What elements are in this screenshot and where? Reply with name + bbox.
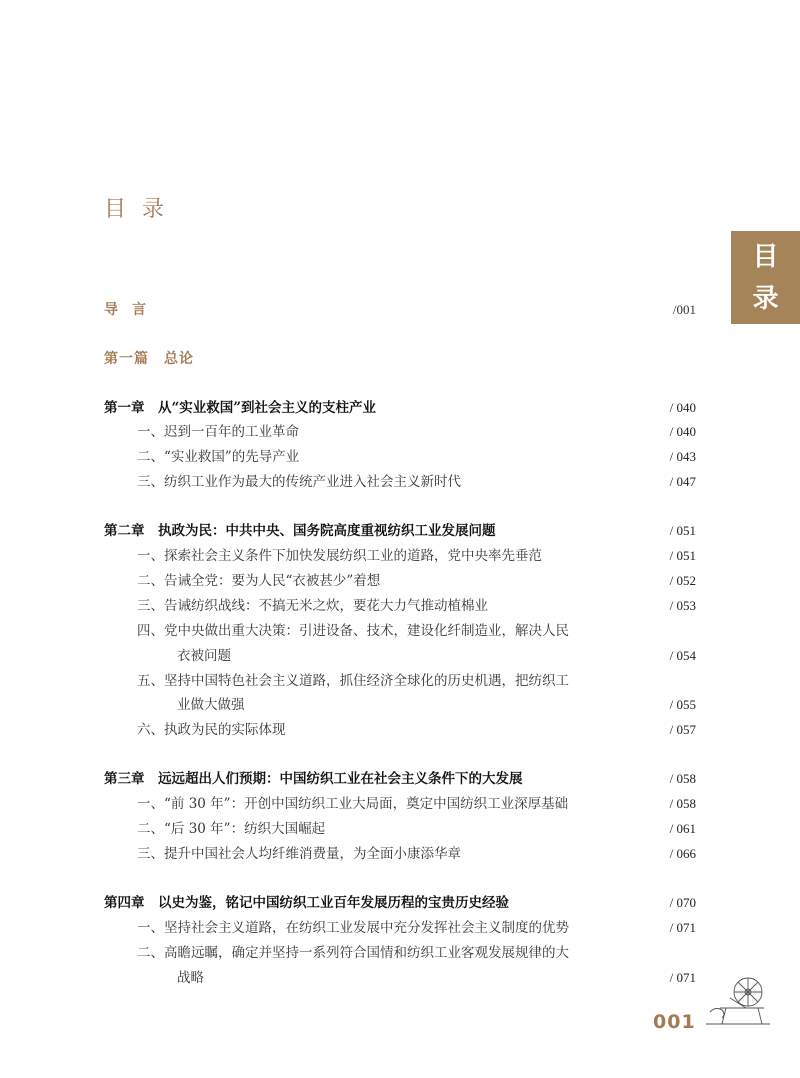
section-page: / 047	[669, 474, 696, 489]
toc-chapter[interactable]	[0, 397, 800, 419]
section-title: 三、告诫纺织战线：不搞无米之炊，要花大力气推动植棉业	[137, 598, 488, 614]
toc-chapter[interactable]	[0, 892, 800, 914]
section-title: 二、告诫全党：要为人民“衣被甚少”着想	[137, 573, 381, 589]
chapter-title: 第二章 执政为民：中共中央、国务院高度重视纺织工业发展问题	[104, 523, 496, 539]
section-title: 二、高瞻远瞩，确定并坚持一系列符合国情和纺织工业客观发展规律的大	[137, 945, 569, 961]
section-page: / 061	[669, 821, 696, 836]
section-page: / 071	[669, 970, 696, 985]
section-page: / 055	[669, 697, 696, 712]
section-title: 一、坚持社会主义道路，在纺织工业发展中充分发挥社会主义制度的优势	[137, 920, 569, 936]
chapter-title: 第四章 以史为鉴，铭记中国纺织工业百年发展历程的宝贵历史经验	[104, 895, 509, 911]
toc-section[interactable]	[0, 843, 800, 865]
chapter-page: / 051	[669, 523, 696, 538]
side-tab-char-1: 目	[752, 241, 779, 272]
toc-section[interactable]	[0, 917, 800, 939]
section-title-continued: 战略	[177, 970, 204, 986]
section-page: / 052	[669, 573, 696, 588]
section-title: 三、纺织工业作为最大的传统产业进入社会主义新时代	[137, 474, 461, 490]
toc-section[interactable]	[0, 942, 800, 964]
section-title: 四、党中央做出重大决策：引进设备、技术，建设化纤制造业，解决人民	[137, 623, 569, 639]
section-page: / 071	[669, 920, 696, 935]
section-page: / 040	[669, 424, 696, 439]
chapter-page: / 070	[669, 895, 696, 910]
chapter-page: / 040	[669, 400, 696, 415]
toc-intro[interactable]	[0, 299, 800, 321]
toc-section[interactable]	[0, 446, 800, 468]
section-title: 一、“前 30 年”：开创中国纺织工业大局面，奠定中国纺织工业深厚基础	[137, 796, 569, 812]
section-title: 二、“后 30 年”：纺织大国崛起	[137, 821, 326, 837]
section-title: 二、“实业救国”的先导产业	[137, 449, 300, 465]
section-page: / 066	[669, 846, 696, 861]
toc-section[interactable]	[0, 471, 800, 493]
toc-section[interactable]	[0, 719, 800, 741]
side-tab-char-2: 录	[752, 283, 779, 314]
toc-section-continuation[interactable]	[0, 645, 800, 667]
section-title: 六、执政为民的实际体现	[137, 722, 286, 738]
toc-part-heading	[0, 348, 800, 370]
toc-section[interactable]	[0, 545, 800, 567]
toc-section[interactable]	[0, 670, 800, 692]
toc-section[interactable]	[0, 421, 800, 443]
chapter-page: / 058	[669, 771, 696, 786]
toc-section[interactable]	[0, 818, 800, 840]
page-number: 001	[653, 1011, 696, 1033]
section-title: 三、提升中国社会人均纤维消费量，为全面小康添华章	[137, 846, 461, 862]
page-title: 目录	[104, 197, 181, 222]
toc-section[interactable]	[0, 620, 800, 642]
toc-part-title: 第一篇 总论	[104, 351, 194, 367]
section-page: / 043	[669, 449, 696, 464]
toc-section[interactable]	[0, 793, 800, 815]
section-title: 一、迟到一百年的工业革命	[137, 424, 299, 440]
section-page: / 053	[669, 598, 696, 613]
toc-intro-title: 导言	[104, 302, 160, 318]
toc-chapter[interactable]	[0, 768, 800, 790]
toc-chapter[interactable]	[0, 520, 800, 542]
section-title: 一、探索社会主义条件下加快发展纺织工业的道路，党中央率先垂范	[137, 548, 542, 564]
section-page: / 058	[669, 796, 696, 811]
chapter-title: 第一章 从“实业救国”到社会主义的支柱产业	[104, 400, 377, 416]
section-title-continued: 业做大做强	[177, 697, 245, 713]
toc-section[interactable]	[0, 570, 800, 592]
toc-intro-page: /001	[672, 302, 696, 317]
chapter-title: 第三章 远远超出人们预期：中国纺织工业在社会主义条件下的大发展	[104, 771, 523, 787]
toc-section-continuation[interactable]	[0, 694, 800, 716]
section-page: / 051	[669, 548, 696, 563]
toc-section-continuation[interactable]	[0, 967, 800, 989]
toc-section[interactable]	[0, 595, 800, 617]
section-page: / 054	[669, 648, 696, 663]
section-title: 五、坚持中国特色社会主义道路，抓住经济全球化的历史机遇，把纺织工	[137, 673, 569, 689]
section-page: / 057	[669, 722, 696, 737]
section-title-continued: 衣被问题	[177, 648, 231, 664]
spinning-wheel-sketch-icon	[700, 968, 772, 1028]
